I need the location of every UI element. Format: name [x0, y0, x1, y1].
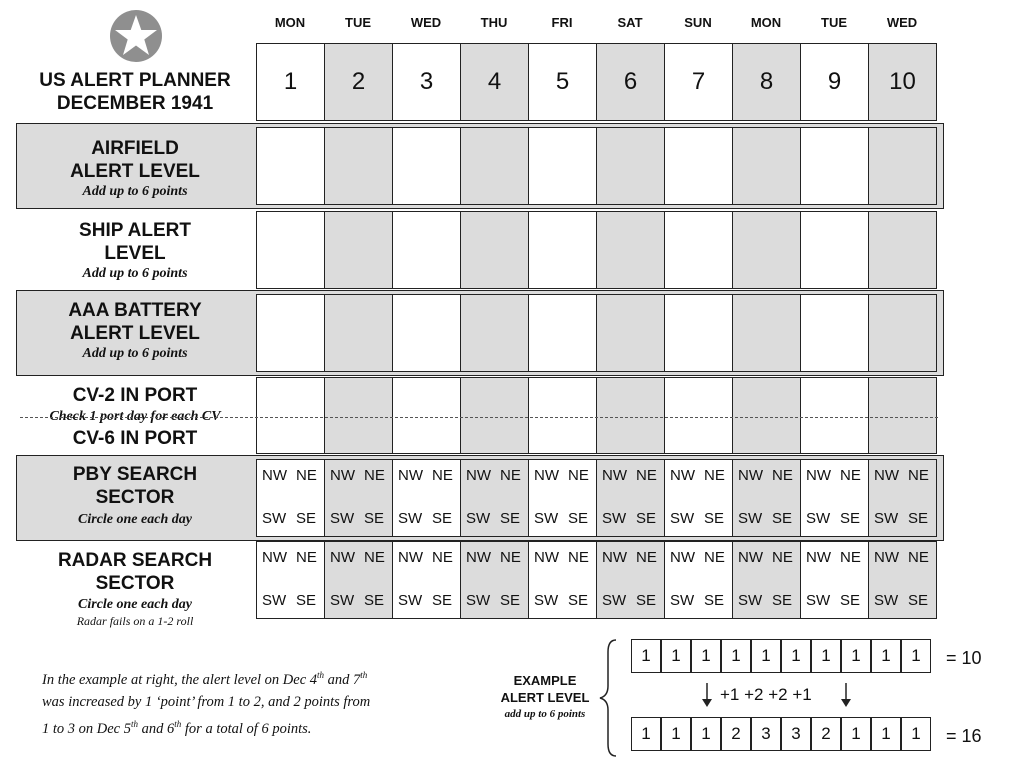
example-before-cell: 1: [841, 639, 871, 673]
sector-sw-option[interactable]: SW: [738, 510, 763, 527]
date-cell: 9: [800, 43, 869, 121]
sector-nw-option[interactable]: NW: [330, 549, 355, 566]
airfield-cell[interactable]: [596, 127, 665, 205]
sector-ne-option[interactable]: NE: [772, 549, 793, 566]
example-after-cell: 1: [901, 717, 931, 751]
sector-se-option[interactable]: SE: [772, 510, 793, 527]
ship-cell[interactable]: [256, 211, 325, 289]
example-before-cell: 1: [871, 639, 901, 673]
sector-se-option[interactable]: SE: [704, 592, 725, 609]
sector-nw-option[interactable]: NW: [466, 467, 491, 484]
aaa-cell[interactable]: [664, 294, 733, 372]
example-label: EXAMPLE ALERT LEVEL add up to 6 points: [500, 673, 590, 720]
sector-se-option[interactable]: SE: [500, 510, 521, 527]
aaa-cell[interactable]: [392, 294, 461, 372]
example-before-cell: 1: [691, 639, 721, 673]
example-before-cell: 1: [661, 639, 691, 673]
sector-sw-option[interactable]: SW: [602, 592, 627, 609]
example-after-cell: 1: [871, 717, 901, 751]
example-after-cell: 3: [781, 717, 811, 751]
date-cell: 8: [732, 43, 801, 121]
example-after-cell: 3: [751, 717, 781, 751]
aaa-cell[interactable]: [732, 294, 801, 372]
sector-sw-option[interactable]: SW: [398, 592, 423, 609]
pby-sector-cell[interactable]: [800, 459, 869, 537]
airfield-cell[interactable]: [528, 127, 597, 205]
sector-nw-option[interactable]: NW: [398, 467, 423, 484]
radar-sector-cell[interactable]: [528, 541, 597, 619]
example-before-cell: 1: [811, 639, 841, 673]
sector-se-option[interactable]: SE: [364, 510, 385, 527]
sector-se-option[interactable]: SE: [364, 592, 385, 609]
airfield-cell[interactable]: [732, 127, 801, 205]
sector-ne-option[interactable]: NE: [364, 549, 385, 566]
sector-ne-option[interactable]: NE: [432, 467, 453, 484]
day-of-week: TUE: [345, 15, 371, 30]
increments: +1 +2 +2 +1: [720, 685, 812, 704]
radar-sector-cell[interactable]: [732, 541, 801, 619]
radar-sector-cell[interactable]: [800, 541, 869, 619]
port-cell[interactable]: [868, 377, 937, 454]
example-after-cell: 1: [661, 717, 691, 751]
radar-label: RADAR SEARCH SECTOR Circle one each day Radar fails on a 1-2 roll: [57, 550, 213, 628]
example-before-cell: 1: [901, 639, 931, 673]
aaa-cell[interactable]: [324, 294, 393, 372]
pby-sector-cell[interactable]: [460, 459, 529, 537]
pby-sector-cell[interactable]: [256, 459, 325, 537]
ship-cell[interactable]: [664, 211, 733, 289]
sector-se-option[interactable]: SE: [636, 592, 657, 609]
ship-cell[interactable]: [528, 211, 597, 289]
sector-se-option[interactable]: SE: [772, 592, 793, 609]
down-arrow-icon: [839, 681, 853, 709]
aaa-cell[interactable]: [596, 294, 665, 372]
star-roundel-icon: [109, 9, 163, 63]
sector-nw-option[interactable]: NW: [874, 467, 899, 484]
sector-ne-option[interactable]: NE: [500, 467, 521, 484]
port-cell[interactable]: [596, 377, 665, 454]
date-cell: 7: [664, 43, 733, 121]
sector-sw-option[interactable]: SW: [466, 592, 491, 609]
pby-sector-cell[interactable]: [392, 459, 461, 537]
sector-ne-option[interactable]: NE: [908, 467, 929, 484]
sector-nw-option[interactable]: NW: [398, 549, 423, 566]
ship-cell[interactable]: [324, 211, 393, 289]
sector-sw-option[interactable]: SW: [806, 510, 831, 527]
down-arrow-icon: [700, 681, 714, 709]
example-before-cell: 1: [721, 639, 751, 673]
radar-sector-cell[interactable]: [324, 541, 393, 619]
sector-ne-option[interactable]: NE: [840, 467, 861, 484]
day-of-week: THU: [480, 15, 508, 30]
pby-label: PBY SEARCH SECTOR Circle one each day: [72, 464, 198, 527]
radar-sector-cell[interactable]: [868, 541, 937, 619]
example-after-cell: 2: [721, 717, 751, 751]
sector-se-option[interactable]: SE: [296, 510, 317, 527]
day-of-week: WED: [410, 15, 442, 30]
day-of-week: SUN: [684, 15, 712, 30]
sector-se-option[interactable]: SE: [908, 510, 929, 527]
example-before-cell: 1: [631, 639, 661, 673]
sector-ne-option[interactable]: NE: [364, 467, 385, 484]
sector-ne-option[interactable]: NE: [636, 467, 657, 484]
ship-cell[interactable]: [732, 211, 801, 289]
sector-se-option[interactable]: SE: [296, 592, 317, 609]
sector-ne-option[interactable]: NE: [296, 467, 317, 484]
day-of-week: FRI: [551, 15, 573, 30]
radar-sector-cell[interactable]: [460, 541, 529, 619]
example-after-total: = 16: [946, 726, 982, 746]
sector-nw-option[interactable]: NW: [466, 549, 491, 566]
sector-nw-option[interactable]: NW: [602, 549, 627, 566]
aaa-cell[interactable]: [800, 294, 869, 372]
date-cell: 2: [324, 43, 393, 121]
day-of-week: SAT: [617, 15, 643, 30]
airfield-cell[interactable]: [392, 127, 461, 205]
sector-se-option[interactable]: SE: [568, 510, 589, 527]
airfield-cell[interactable]: [800, 127, 869, 205]
airfield-cell[interactable]: [324, 127, 393, 205]
page-title: US ALERT PLANNER DECEMBER 1941: [39, 70, 231, 114]
port-cell[interactable]: [460, 377, 529, 454]
port-cell[interactable]: [256, 377, 325, 454]
pby-sector-cell[interactable]: [868, 459, 937, 537]
airfield-cell[interactable]: [256, 127, 325, 205]
pby-sector-cell[interactable]: [324, 459, 393, 537]
ship-cell[interactable]: [392, 211, 461, 289]
day-of-week: WED: [886, 15, 918, 30]
radar-sector-cell[interactable]: [664, 541, 733, 619]
date-cell: 1: [256, 43, 325, 121]
port-cell[interactable]: [324, 377, 393, 454]
day-of-week: MON: [750, 15, 782, 30]
sector-ne-option[interactable]: NE: [704, 467, 725, 484]
sector-ne-option[interactable]: NE: [568, 467, 589, 484]
date-cell: 3: [392, 43, 461, 121]
sector-sw-option[interactable]: SW: [738, 592, 763, 609]
ship-cell[interactable]: [800, 211, 869, 289]
sector-ne-option[interactable]: NE: [432, 549, 453, 566]
pby-sector-cell[interactable]: [528, 459, 597, 537]
aaa-cell[interactable]: [460, 294, 529, 372]
sector-sw-option[interactable]: SW: [602, 510, 627, 527]
sector-nw-option[interactable]: NW: [602, 467, 627, 484]
sector-sw-option[interactable]: SW: [466, 510, 491, 527]
port-cell[interactable]: [664, 377, 733, 454]
sector-nw-option[interactable]: NW: [738, 467, 763, 484]
ship-cell[interactable]: [868, 211, 937, 289]
sector-sw-option[interactable]: SW: [534, 510, 559, 527]
sector-sw-option[interactable]: SW: [262, 510, 287, 527]
sector-se-option[interactable]: SE: [704, 510, 725, 527]
port-cell[interactable]: [800, 377, 869, 454]
sector-ne-option[interactable]: NE: [296, 549, 317, 566]
airfield-label: AIRFIELD ALERT LEVEL Add up to 6 points: [70, 138, 200, 199]
airfield-cell[interactable]: [868, 127, 937, 205]
sector-se-option[interactable]: SE: [636, 510, 657, 527]
radar-sector-cell[interactable]: [596, 541, 665, 619]
sector-se-option[interactable]: SE: [840, 510, 861, 527]
sector-se-option[interactable]: SE: [568, 592, 589, 609]
sector-se-option[interactable]: SE: [432, 510, 453, 527]
aaa-cell[interactable]: [528, 294, 597, 372]
sector-ne-option[interactable]: NE: [908, 549, 929, 566]
sector-ne-option[interactable]: NE: [704, 549, 725, 566]
sector-nw-option[interactable]: NW: [806, 549, 831, 566]
brace-icon: [596, 638, 618, 758]
sector-sw-option[interactable]: SW: [330, 592, 355, 609]
aaa-label: AAA BATTERY ALERT LEVEL Add up to 6 points: [68, 300, 202, 361]
sector-nw-option[interactable]: NW: [738, 549, 763, 566]
port-cell[interactable]: [392, 377, 461, 454]
sector-sw-option[interactable]: SW: [874, 510, 899, 527]
date-cell: 5: [528, 43, 597, 121]
sector-nw-option[interactable]: NW: [874, 549, 899, 566]
day-of-week: MON: [274, 15, 306, 30]
sector-sw-option[interactable]: SW: [874, 592, 899, 609]
sector-se-option[interactable]: SE: [432, 592, 453, 609]
sector-nw-option[interactable]: NW: [670, 467, 695, 484]
example-before-cell: 1: [781, 639, 811, 673]
sector-nw-option[interactable]: NW: [262, 549, 287, 566]
sector-nw-option[interactable]: NW: [262, 467, 287, 484]
sector-sw-option[interactable]: SW: [806, 592, 831, 609]
ship-label: SHIP ALERT LEVEL Add up to 6 points: [79, 220, 191, 281]
sector-se-option[interactable]: SE: [500, 592, 521, 609]
sector-se-option[interactable]: SE: [908, 592, 929, 609]
aaa-cell[interactable]: [256, 294, 325, 372]
aaa-cell[interactable]: [868, 294, 937, 372]
example-after-cell: 1: [691, 717, 721, 751]
date-cell: 4: [460, 43, 529, 121]
sector-sw-option[interactable]: SW: [262, 592, 287, 609]
example-before-cell: 1: [751, 639, 781, 673]
sector-sw-option[interactable]: SW: [398, 510, 423, 527]
sector-ne-option[interactable]: NE: [636, 549, 657, 566]
date-cell: 10: [868, 43, 937, 121]
day-of-week: TUE: [821, 15, 847, 30]
sector-nw-option[interactable]: NW: [670, 549, 695, 566]
port-label: CV-2 IN PORT Check 1 port day for each CV CV-6 IN PORT: [49, 385, 221, 449]
sector-nw-option[interactable]: NW: [806, 467, 831, 484]
example-before-total: = 10: [946, 648, 982, 668]
sector-sw-option[interactable]: SW: [534, 592, 559, 609]
sector-se-option[interactable]: SE: [840, 592, 861, 609]
example-after-cell: 1: [841, 717, 871, 751]
sector-sw-option[interactable]: SW: [330, 510, 355, 527]
port-divider: [20, 417, 938, 418]
port-cell[interactable]: [732, 377, 801, 454]
sector-nw-option[interactable]: NW: [534, 467, 559, 484]
sector-nw-option[interactable]: NW: [534, 549, 559, 566]
radar-sector-cell[interactable]: [256, 541, 325, 619]
pby-sector-cell[interactable]: [664, 459, 733, 537]
port-cell[interactable]: [528, 377, 597, 454]
ship-cell[interactable]: [596, 211, 665, 289]
sector-ne-option[interactable]: NE: [840, 549, 861, 566]
radar-sector-cell[interactable]: [392, 541, 461, 619]
example-after-cell: 2: [811, 717, 841, 751]
sector-nw-option[interactable]: NW: [330, 467, 355, 484]
ship-cell[interactable]: [460, 211, 529, 289]
sector-sw-option[interactable]: SW: [670, 510, 695, 527]
sector-sw-option[interactable]: SW: [670, 592, 695, 609]
example-note: In the example at right, the alert level on Dec 4th and 7th was increased by 1 ‘point’ from 1 to 2, and 2 points from 1 to 3 on Dec 5th and 6th for a total of 6 points.: [42, 670, 371, 737]
sector-ne-option[interactable]: NE: [500, 549, 521, 566]
airfield-cell[interactable]: [664, 127, 733, 205]
pby-sector-cell[interactable]: [732, 459, 801, 537]
pby-sector-cell[interactable]: [596, 459, 665, 537]
sector-ne-option[interactable]: NE: [568, 549, 589, 566]
example-after-cell: 1: [631, 717, 661, 751]
airfield-cell[interactable]: [460, 127, 529, 205]
sector-ne-option[interactable]: NE: [772, 467, 793, 484]
date-cell: 6: [596, 43, 665, 121]
